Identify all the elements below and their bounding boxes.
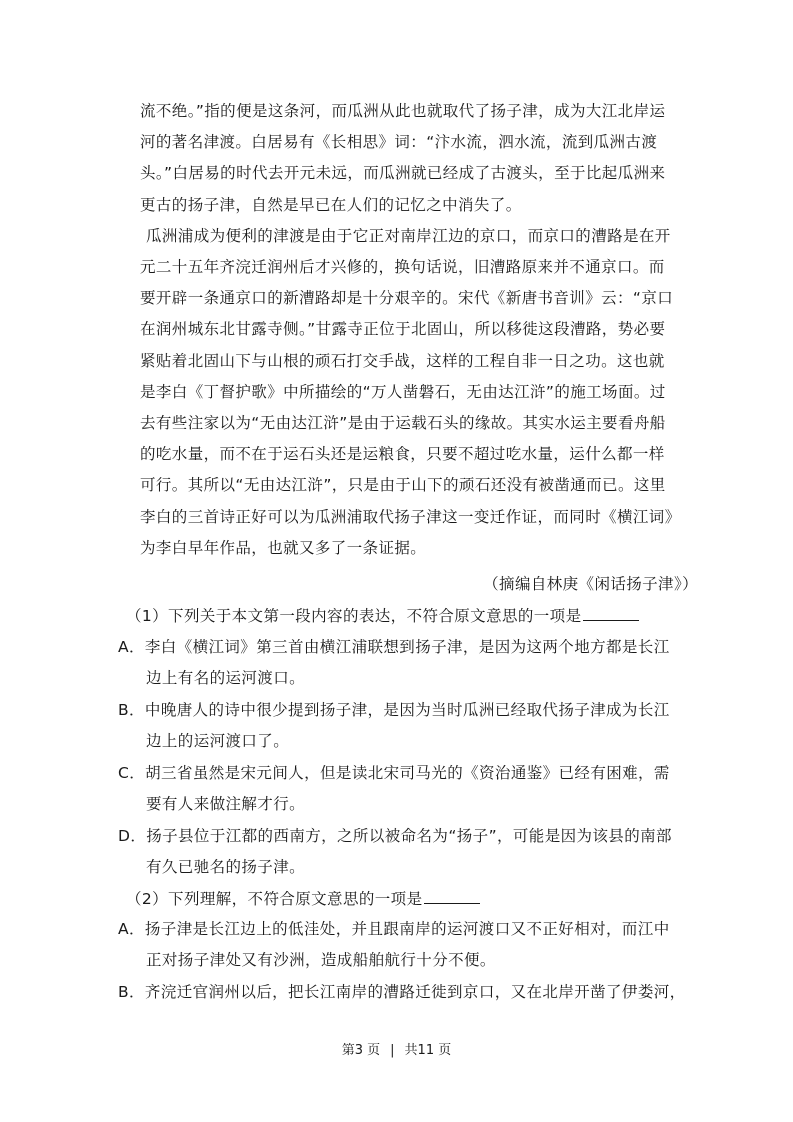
paragraph-line: 的吃水量，而不在于运石头还是运粮食，只要不超过吃水量，运什么都一样 [140,445,665,464]
footer-separator: | [390,1043,395,1058]
paragraph-line: 要开辟一条通京口的新漕路却是十分艰辛的。宋代《新唐书音训》云：“京口 [140,289,674,308]
question-1-stem [126,606,686,626]
question-1-option-b: B．中晚唐人的诗中很少提到扬子津，是因为当时瓜洲已经取代扬子津成为长江 [118,701,670,719]
paragraph-line: 元二十五年齐浣迁润州后才兴修的，换句话说，旧漕路原来并不通京口。而 [140,258,665,276]
answer-blank [424,889,480,904]
question-1-option-d-cont: 有久已驰名的扬子津。 [146,858,306,876]
question-1-option-a: A．李白《横江词》第三首由横江浦联想到扬子津，是因为这两个地方都是长江 [118,638,670,656]
question-1-option-a-cont: 边上有名的运河渡口。 [146,669,306,687]
paragraph-line: 可行。其所以“无由达江浒”，只是由于山下的顽石还没有被凿通而已。这里 [140,476,666,495]
question-2-text: （2）下列理解，不符合原文意思的一项是 [126,890,423,908]
question-1-option-b-cont: 边上的运河渡口了。 [146,732,290,750]
page-footer [0,1039,793,1058]
question-1-option-c: C．胡三省虽然是宋元间人，但是读北宋司马光的《资治通鉴》已经有困难，需 [118,764,670,782]
question-2-option-b: B．齐浣迁官润州以后，把长江南岸的漕路迁徙到京口，又在北岸开凿了伊娄河， [118,983,686,1001]
page-total: 共11 页 [404,1043,452,1058]
question-1-option-c-cont: 要有人来做注解才行。 [146,795,306,813]
paragraph-line: 河的著名津渡。白居易有《长相思》词：“汴水流，泗水流，流到瓜洲古渡 [140,133,658,152]
paragraph-line: 更古的扬子津，自然是早已在人们的记忆之中消失了。 [140,195,522,214]
question-1-option-d: D．扬子县位于江都的西南方，之所以被命名为“扬子”，可能是因为该县的南部 [118,827,672,845]
source-citation: （摘编自林庚《闲话扬子津》） [483,575,698,593]
paragraph-line: 流不绝。”指的便是这条河，而瓜洲从此也就取代了扬子津，成为大江北岸运 [140,102,666,120]
page-number: 第3 页 [341,1043,381,1058]
paragraph-line: 紧贴着北固山下与山根的顽石打交手战，这样的工程自非一日之功。这也就 [140,351,665,370]
paragraph-line: 李白的三首诗正好可以为瓜洲浦取代扬子津这一变迁作证，而同时《横江词》 [140,507,681,526]
paragraph-line: 是李白《丁督护歌》中所描绘的“万人凿磐石，无由达江浒”的施工场面。过 [140,382,666,401]
question-2-stem [126,889,686,909]
paragraph-line: 去有些注家以为“无由达江浒”是由于运载石头的缘故。其实水运主要看舟船 [140,414,666,432]
question-2-option-a: A．扬子津是长江边上的低洼处，并且跟南岸的运河渡口又不正好相对，而江中 [118,920,670,938]
answer-blank [583,606,639,621]
paragraph-line: 头。”白居易的时代去开元未远，而瓜洲就已经成了古渡头，至于比起瓜洲来 [140,164,666,183]
paragraph-line: 在润州城东北甘露寺侧。”甘露寺正位于北固山，所以移徙这段漕路，势必要 [140,320,666,339]
question-1-text: （1）下列关于本文第一段内容的表达，不符合原文意思的一项是 [126,607,582,625]
paragraph-line: 瓜洲浦成为便利的津渡是由于它正对南岸江边的京口，而京口的漕路是在开 [146,226,671,245]
question-2-option-a-cont: 正对扬子津处又有沙洲，造成船舶航行十分不便。 [146,951,496,969]
paragraph-line: 为李白早年作品，也就又多了一条证据。 [140,538,427,557]
